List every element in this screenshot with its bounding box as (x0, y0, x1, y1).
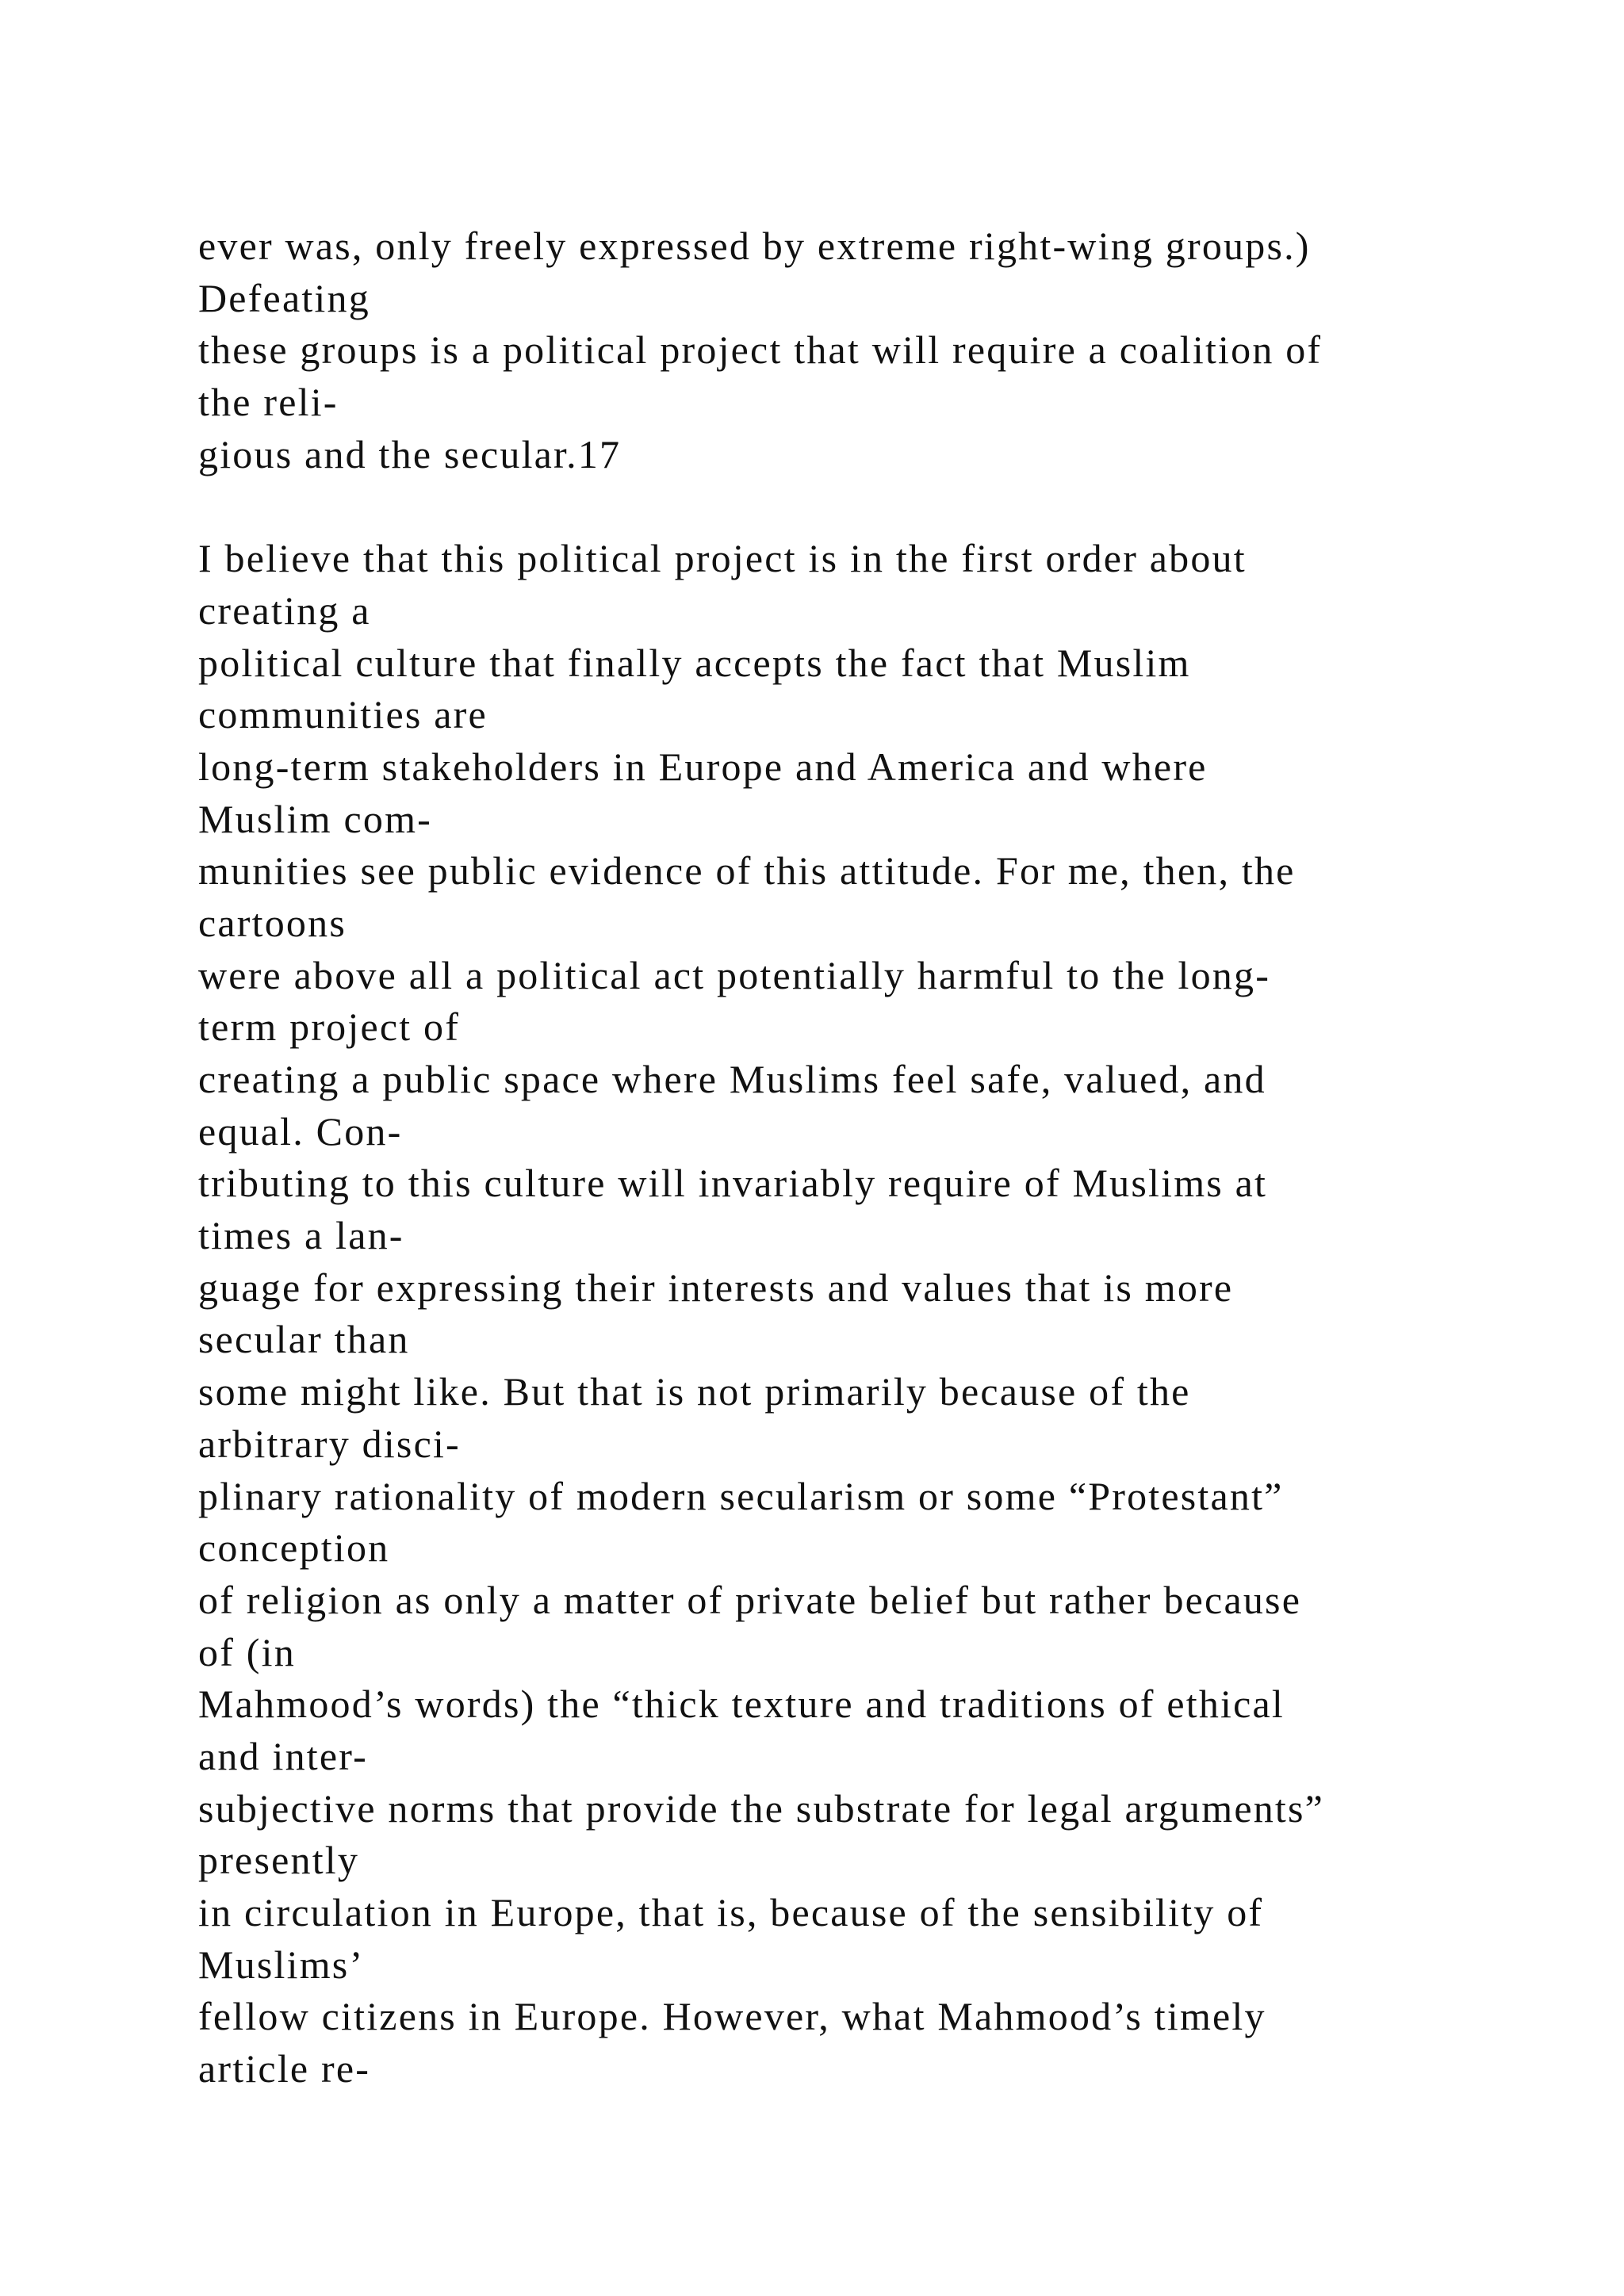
body-text (198, 220, 1562, 2095)
text-line: of religion as only a matter of private belief but rather because (198, 1577, 1302, 1622)
text-line: some might like. But that is not primarily because of the (198, 1369, 1191, 1414)
text-line: cartoons (198, 900, 347, 945)
text-line: communities are (198, 692, 488, 737)
text-line: article re- (198, 2046, 371, 2091)
text-line: guage for expressing their interests and values that is more (198, 1265, 1234, 1310)
paragraph-gap (198, 480, 1562, 533)
text-line: these groups is a political project that will require a coalition of (198, 327, 1323, 373)
text-line: fellow citizens in Europe. However, what Mahmood’s timely (198, 1994, 1266, 2039)
text-line: Mahmood’s words) the “thick texture and traditions of ethical (198, 1682, 1285, 1727)
text-line: arbitrary disci- (198, 1421, 461, 1466)
text-line: of (in (198, 1629, 296, 1674)
text-line: political culture that finally accepts the fact that Muslim (198, 640, 1191, 685)
text-line: gious and the secular.17 (198, 431, 622, 476)
text-line: long-term stakeholders in Europe and America and where (198, 744, 1208, 789)
text-line: equal. Con- (198, 1108, 403, 1154)
text-line: the reli- (198, 380, 339, 425)
text-line: subjective norms that provide the substrate for legal arguments” (198, 1785, 1325, 1831)
text-line: creating a public space where Muslims feel safe, valued, and (198, 1057, 1266, 1101)
text-line: and inter- (198, 1733, 368, 1778)
text-line: term project of (198, 1004, 461, 1050)
text-line: I believe that this political project is in the first order about (198, 536, 1247, 581)
text-line: Defeating (198, 275, 370, 320)
text-line: Muslims’ (198, 1942, 365, 1987)
text-line: were above all a political act potentially harmful to the long- (198, 952, 1271, 997)
text-line: creating a (198, 587, 371, 633)
text-line: tributing to this culture will invariably require of Muslims at (198, 1161, 1268, 1206)
text-line: in circulation in Europe, that is, because of the sensibility of (198, 1890, 1264, 1934)
paragraph-2 (198, 533, 1562, 2095)
text-line: ever was, only freely expressed by extreme right-wing groups.) (198, 224, 1311, 268)
text-line: Muslim com- (198, 796, 433, 841)
paragraph-1 (198, 220, 1562, 480)
text-line: munities see public evidence of this attitude. For me, then, the (198, 848, 1296, 894)
text-line: secular than (198, 1317, 410, 1362)
text-line: conception (198, 1525, 390, 1571)
text-line: times a lan- (198, 1213, 404, 1258)
text-line: plinary rationality of modern secularism or some “Protestant” (198, 1473, 1284, 1518)
text-line: presently (198, 1838, 360, 1883)
